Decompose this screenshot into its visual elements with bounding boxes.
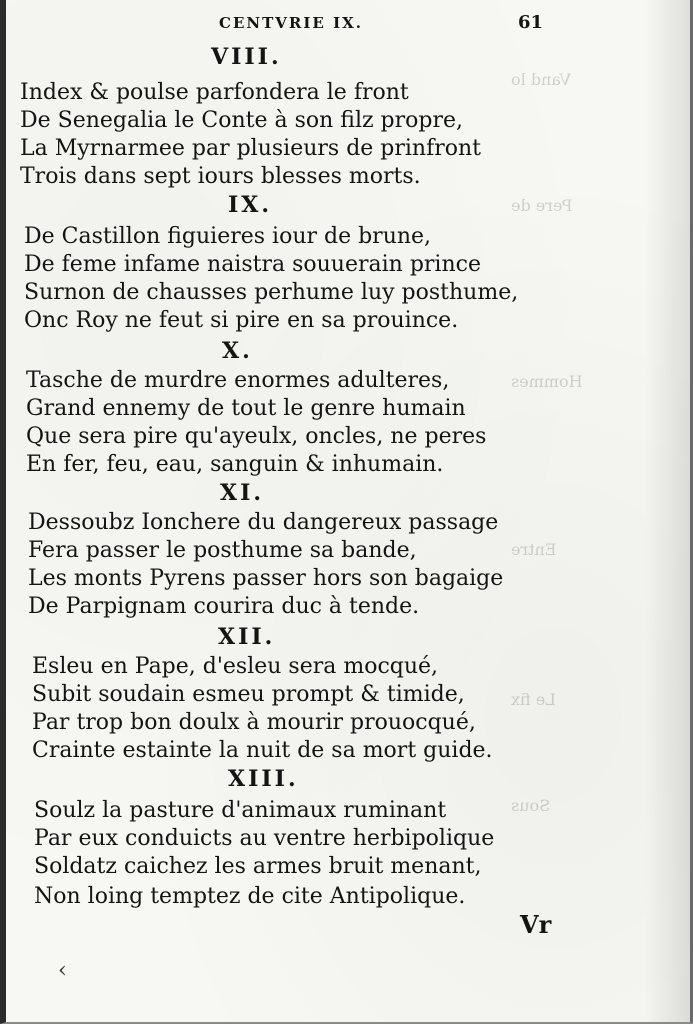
quatrain-numeral: XII. — [218, 624, 276, 650]
show-through: Pere de — [511, 196, 573, 215]
verse-line: Soulz la pasture d'animaux ruminant — [34, 798, 447, 823]
margin-mark: ‹ — [58, 958, 67, 983]
verse-line: Fera passer le posthume sa bande, — [28, 538, 417, 563]
gutter-shadow — [645, 0, 690, 1022]
verse-line: De Senegalia le Conte à son filz propre, — [20, 108, 464, 133]
verse-line: Par trop bon doulx à mourir prouocqué, — [32, 710, 476, 735]
running-title: CENTVRIE IX. — [219, 14, 363, 32]
quatrain-numeral: IX. — [228, 192, 273, 218]
show-through: Entre — [511, 540, 557, 559]
quatrain-numeral: VIII. — [211, 44, 282, 70]
quatrain-numeral: XI. — [220, 480, 265, 506]
verse-line: Crainte estainte la nuit de sa mort guide. — [32, 738, 493, 763]
verse-line: Dessoubz Ionchere du dangereux passage — [28, 510, 499, 535]
verse-line: Onc Roy ne feut si pire en sa prouince. — [24, 308, 459, 333]
verse-line: Par eux conduicts au ventre herbipolique — [34, 826, 495, 851]
verse-line: De feme infame naistra souuerain prince — [24, 252, 481, 277]
page-number: 61 — [518, 12, 544, 33]
show-through: Vand lo — [511, 70, 572, 89]
quatrain-numeral: X. — [222, 338, 253, 364]
verse-line: Les monts Pyrens passer hors son bagaige — [28, 566, 504, 591]
verse-line: De Castillon figuieres iour de brune, — [24, 224, 432, 249]
quatrain-numeral: XIII. — [228, 766, 299, 792]
verse-line: Trois dans sept iours blesses morts. — [20, 164, 421, 189]
show-through: Sous — [511, 796, 551, 815]
verse-line: Surnon de chausses perhume luy posthume, — [24, 280, 519, 305]
verse-line: Esleu en Pape, d'esleu sera mocqué, — [32, 654, 439, 679]
show-through: Le fix — [511, 690, 556, 709]
verse-line: Non loing temptez de cite Antipolique. — [34, 884, 466, 909]
verse-line: Grand ennemy de tout le genre humain — [26, 396, 466, 421]
verse-line: De Parpignam courira duc à tende. — [28, 594, 420, 619]
verse-line: Soldatz caichez les armes bruit menant, — [34, 854, 482, 879]
show-through: Hommes — [511, 372, 583, 391]
verse-line: Tasche de murdre enormes adulteres, — [26, 368, 450, 393]
catchword: Vr — [520, 910, 552, 939]
verse-line: En fer, feu, eau, sanguin & inhumain. — [26, 452, 444, 477]
verse-line: La Myrnarmee par plusieurs de prinfront — [20, 136, 482, 161]
verse-line: Subit soudain esmeu prompt & timide, — [32, 682, 465, 707]
verse-line: Index & poulse parfondera le front — [20, 80, 409, 105]
verse-line: Que sera pire qu'ayeulx, oncles, ne peres — [26, 424, 487, 449]
